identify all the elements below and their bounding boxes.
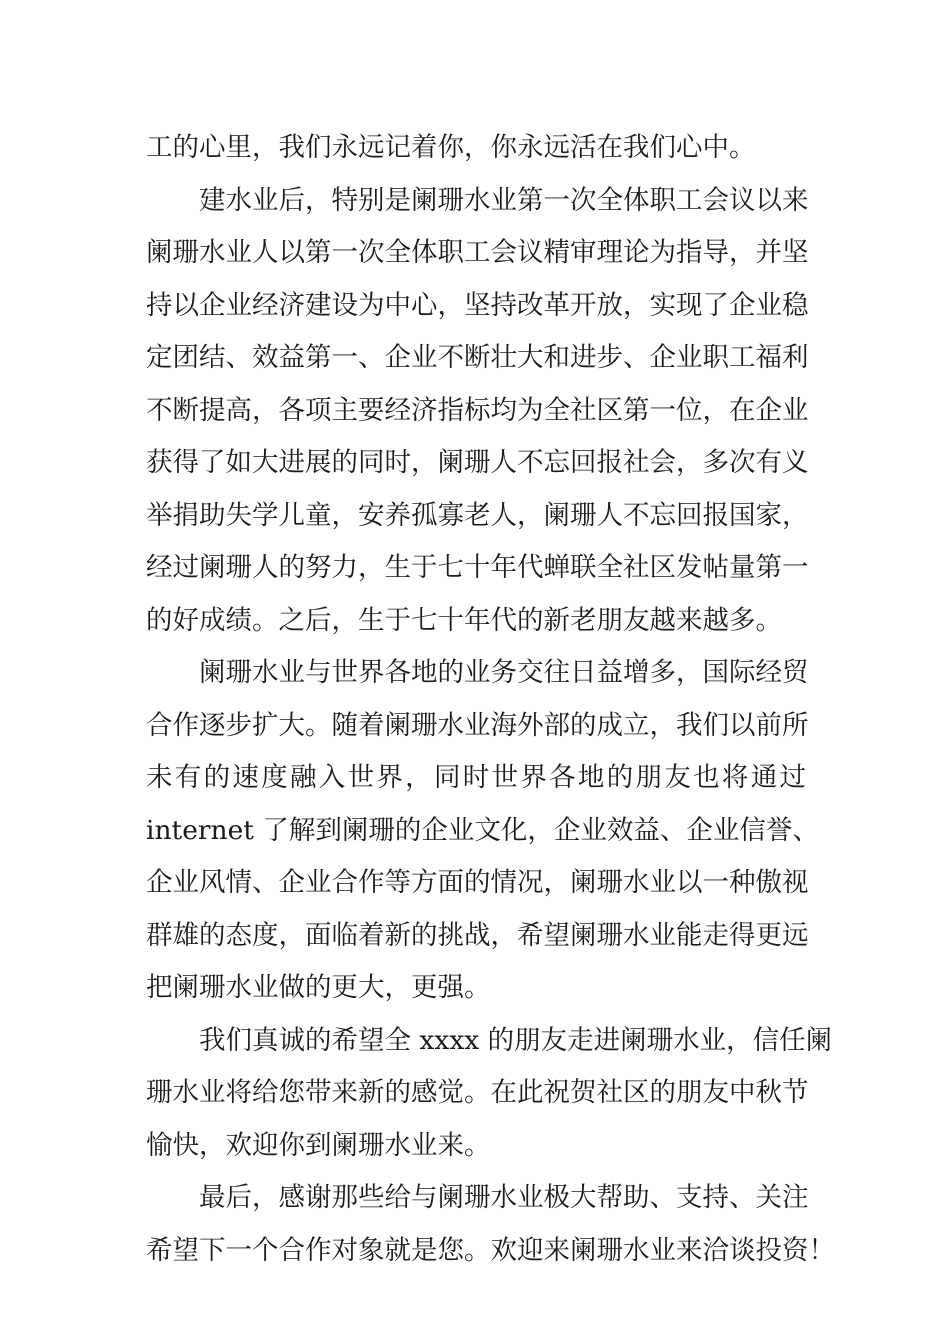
paragraph-line: 建水业后，特别是阑珊水业第一次全体职工会议以来 (199, 184, 809, 216)
paragraph-line: 最后，感谢那些给与阑珊水业极大帮助、支持、关注 (199, 1182, 809, 1213)
paragraph-line: 企业风情、企业合作等方面的情况，阑珊水业以一种傲视 (146, 867, 809, 898)
paragraph-line: 不断提高，各项主要经济指标均为全社区第一位，在企业 (146, 394, 809, 426)
paragraph-line: 阑珊水业与世界各地的业务交往日益增多，国际经贸 (199, 657, 809, 688)
paragraph-1 (146, 122, 806, 175)
paragraph-line: 举捐助失学儿童，安养孤寡老人，阑珊人不忘回报国家， (146, 499, 809, 531)
paragraph-line: 的好成绩。之后，生于七十年代的新老朋友越来越多。 (146, 604, 782, 636)
paragraph-line: 定团结、效益第一、企业不断壮大和进步、企业职工福利 (146, 342, 809, 373)
paragraph-line: 把阑珊水业做的更大，更强。 (146, 972, 491, 1003)
paragraph-line: 工的心里，我们永远记着你，你永远活在我们心中。 (146, 132, 756, 163)
paragraph-line: 愉快，欢迎你到阑珊水业来。 (146, 1129, 491, 1161)
paragraph-line: internet 了解到阑珊的企业文化，企业效益、企业信誉、 (146, 814, 819, 846)
paragraph-4 (146, 1015, 833, 1173)
paragraph-line: 合作逐步扩大。随着阑珊水业海外部的成立，我们以前所 (146, 709, 809, 741)
paragraph-line: 希望下一个合作对象就是您。欢迎来阑珊水业来洽谈投资！ (146, 1234, 835, 1266)
paragraph-line: 珊水业将给您带来新的感觉。在此祝贺社区的朋友中秋节 (146, 1077, 809, 1108)
paragraph-line: 经过阑珊人的努力，生于七十年代蝉联全社区发帖量第一 (146, 552, 809, 583)
paragraph-line: 未有的速度融入世界，同时世界各地的朋友也将通过 (146, 762, 806, 793)
paragraph-line: 持以企业经济建设为中心，坚持改革开放，实现了企业稳 (146, 289, 809, 321)
document-body (146, 122, 835, 1277)
paragraph-line: 获得了如大进展的同时，阑珊人不忘回报社会，多次有义 (146, 447, 809, 478)
paragraph-line: 我们真诚的希望全 xxxx 的朋友走进阑珊水业，信任阑 (199, 1024, 833, 1056)
paragraph-line: 群雄的态度，面临着新的挑战，希望阑珊水业能走得更远 (146, 919, 809, 951)
paragraph-5 (146, 1172, 835, 1277)
paragraph-2 (146, 175, 809, 648)
paragraph-3 (146, 647, 819, 1015)
paragraph-line: 阑珊水业人以第一次全体职工会议精审理论为指导，并坚 (146, 237, 809, 268)
